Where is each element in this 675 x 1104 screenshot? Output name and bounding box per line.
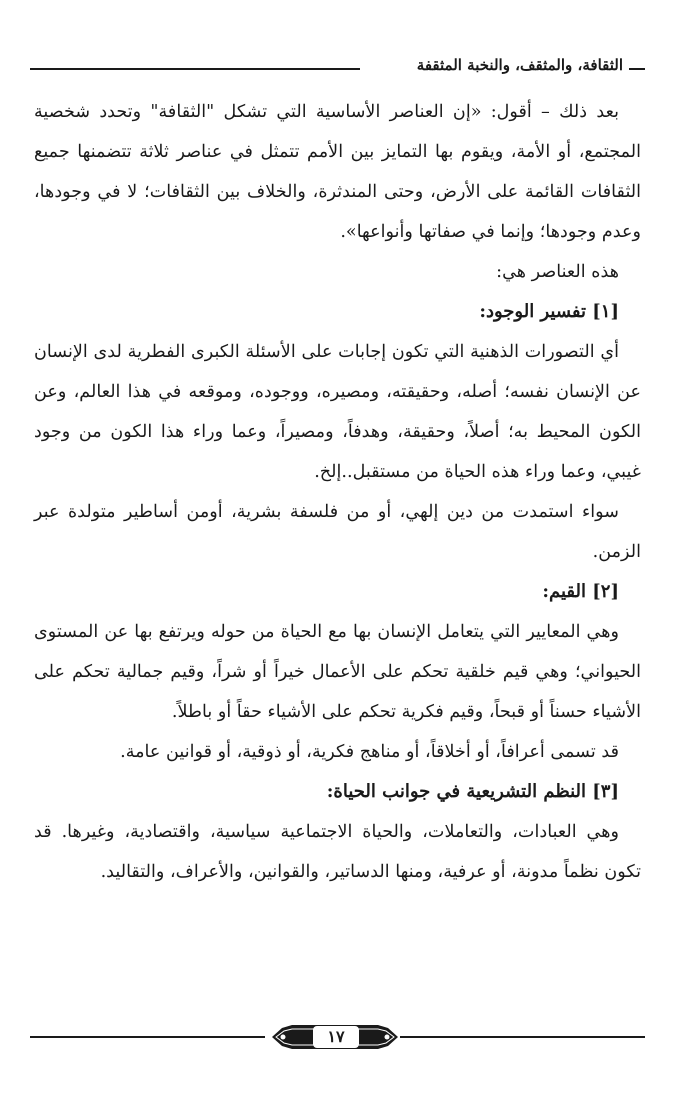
page-body — [34, 92, 641, 892]
paragraph-interpretation: أي التصورات الذهنية التي تكون إجابات على الأسئلة الكبرى الفطرية لدى الإنسان عن الإنسان نفسه؛ أصله، وحقيقته، ومصيره، ووجوده، وموقعه في هذا العالم، وعن الكون المحيط به؛ أصلاً، وحقيقة، وهدفاً، ومصيراً، وعما وراء هذا الكون من وجود غيبي، وعما وراء هذه الحياة من مستقبل..إلخ. — [34, 342, 641, 482]
section-heading-interpretation: [١] تفسير الوجود: — [479, 301, 619, 322]
running-header — [30, 56, 645, 82]
page-footer — [30, 1022, 645, 1052]
paragraph-values: وهي المعايير التي يتعامل الإنسان بها مع الحياة من حوله ويرتفع بها عن المستوى الحيواني؛ وهي قيم خلقية تحكم على الأعمال خيراً أو شراً، وقيم جمالية تحكم على الأشياء حسناً أو قبحاً، وقيم فكرية تحكم على الأشياء حقاً أو باطلاً. — [34, 622, 641, 722]
header-title: الثقافة، والمثقف، والنخبة المثقفة — [416, 56, 623, 74]
paragraph-elements-lead: هذه العناصر هي: — [496, 262, 619, 282]
paragraph-sources: سواء استمدت من دين إلهي، أو من فلسفة بشرية، أومن أساطير متولدة عبر الزمن. — [34, 502, 641, 562]
page-number: ١٧ — [313, 1026, 359, 1048]
paragraph-intro: بعد ذلك – أقول: «إن العناصر الأساسية التي تشكل "الثقافة" وتحدد شخصية المجتمع، أو الأمة، ويقوم بها التمايز بين الأمم تتمثل في عناصر ثلاثة تتضمنها جميع الثقافات القائمة على الأرض، وحتى المندثرة، والخلاف بين الثقافات؛ لا في وجودها، وعدم وجودها؛ وإنما في صفاتها وأنواعها». — [34, 102, 641, 242]
paragraph-legislative: وهي العبادات، والتعاملات، والحياة الاجتماعية سياسية، واقتصادية، وغيرها. قد تكون نظماً مدونة، أو عرفية، ومنها الدساتير، والقوانين، والأعراف، والتقاليد. — [34, 822, 641, 882]
paragraph-values-names: قد تسمى أعرافاً، أو أخلاقاً، أو مناهج فكرية، أو ذوقية، أو قوانين عامة. — [120, 742, 619, 762]
footer-rule-right — [400, 1036, 645, 1038]
section-heading-values: [٢] القيم: — [542, 581, 619, 602]
footer-rule-left — [30, 1036, 265, 1038]
section-heading-legislative: [٣] النظم التشريعية في جوانب الحياة: — [326, 781, 619, 802]
header-rule-left — [30, 68, 360, 70]
header-rule-right — [629, 68, 645, 70]
